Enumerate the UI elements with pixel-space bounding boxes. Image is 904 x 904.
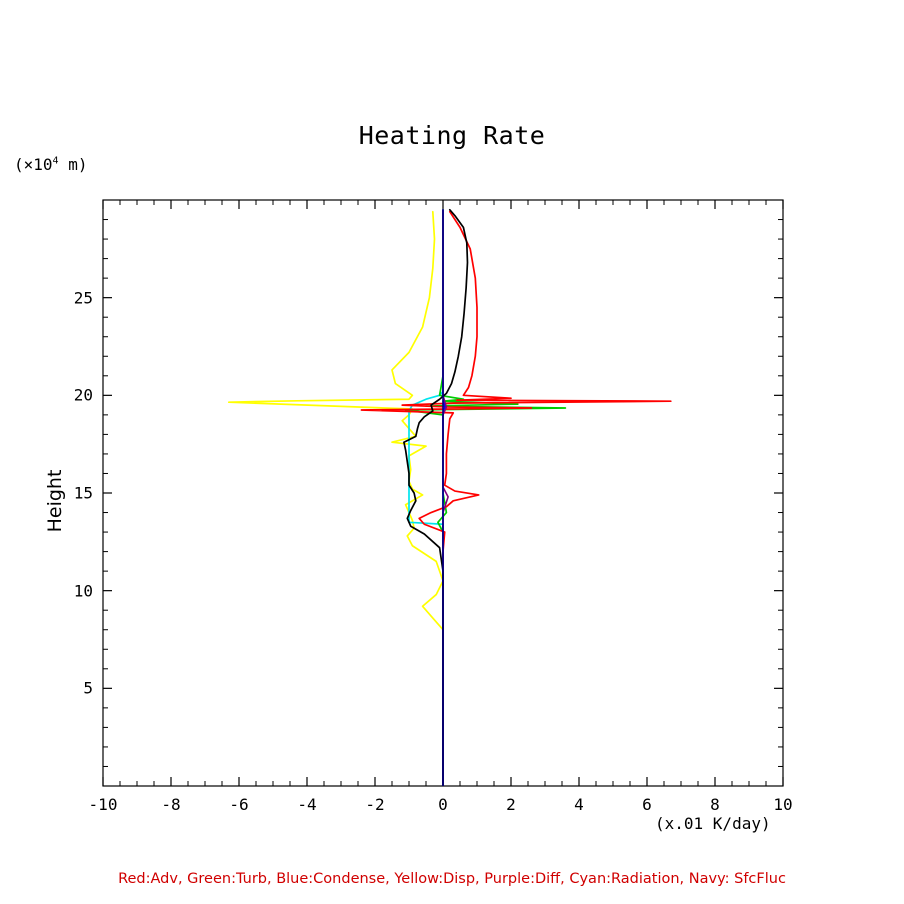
x-axis-label: (x.01 K/day) xyxy=(655,814,771,833)
y-tick-label: 15 xyxy=(73,483,93,503)
x-tick-label: -10 xyxy=(88,795,118,814)
x-tick-label: -4 xyxy=(297,795,317,814)
series-line-disp xyxy=(229,212,443,786)
y-tick-label: 10 xyxy=(73,581,93,601)
x-tick-label: 8 xyxy=(710,795,720,814)
x-tick-label: 10 xyxy=(773,795,793,814)
x-tick-label: 4 xyxy=(574,795,584,814)
y-axis-label: Height xyxy=(44,469,66,533)
x-tick-label: -6 xyxy=(229,795,249,814)
x-tick-label: -2 xyxy=(365,795,385,814)
y-tick-label: 25 xyxy=(73,288,93,308)
x-tick-label: 0 xyxy=(438,795,448,814)
legend-caption: Red:Adv, Green:Turb, Blue:Condense, Yellow:Disp, Purple:Diff, Cyan:Radiation, Navy: SfcFluc xyxy=(118,871,786,887)
y-tick-label: 20 xyxy=(73,385,93,405)
y-axis-unit-exponent: 4 xyxy=(52,155,59,167)
x-tick-label: -8 xyxy=(161,795,181,814)
series-line-total xyxy=(404,210,468,786)
y-tick-label: 5 xyxy=(83,678,93,698)
x-tick-label: 2 xyxy=(506,795,516,814)
series-line-radiation xyxy=(409,210,443,786)
page-title: Heating Rate xyxy=(358,121,546,150)
y-axis-unit-label: ($\times 10^4$ m) xyxy=(14,155,88,174)
x-tick-label: 6 xyxy=(642,795,652,814)
series-line-adv xyxy=(361,212,670,786)
series-group xyxy=(229,210,671,786)
